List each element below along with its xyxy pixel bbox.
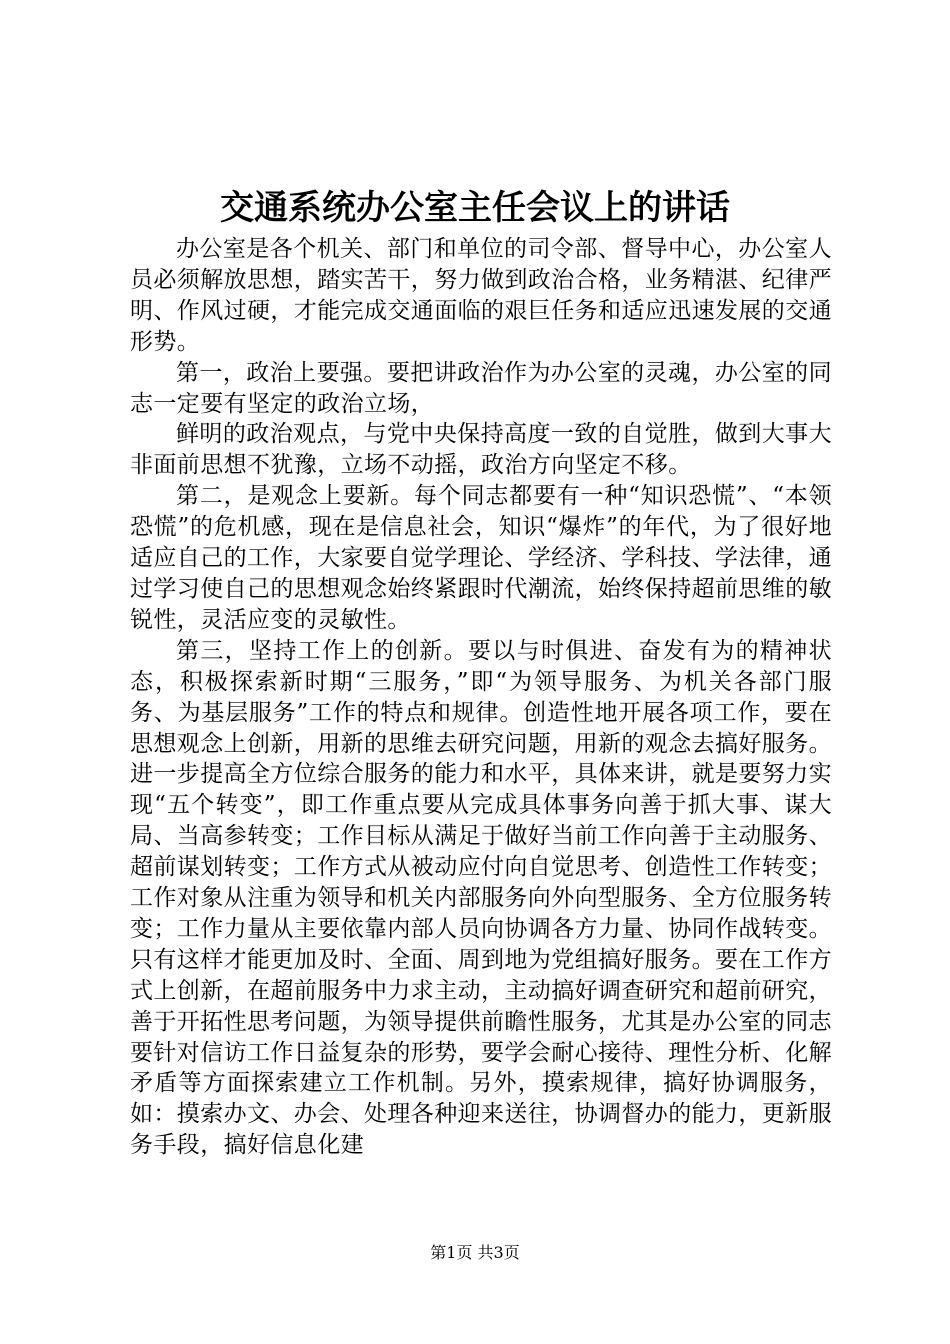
paragraph-point-one-continued: 鲜明的政治观点，与党中央保持高度一致的自觉胜，做到大事大非面前思想不犹豫，立场不动摇，政治方向坚定不移。 <box>130 421 832 479</box>
page-footer: 第1页 共3页 <box>430 1243 520 1262</box>
document-title: 交通系统办公室主任会议上的讲话 <box>220 188 730 228</box>
paragraph-point-two: 第二，是观念上要新。每个同志都要有一种“知识恐慌”、“本领恐慌”的危机感，现在是信息社会，知识“爆炸”的年代，为了很好地适应自己的工作，大家要自觉学理论、学经济、学科技、学法律，通过学习使自己的思想观念始终紧跟时代潮流，始终保持超前思维的敏锐性，灵活应变的灵敏性。 <box>130 483 832 633</box>
paragraph-intro: 办公室是各个机关、部门和单位的司令部、督导中心，办公室人员必须解放思想，踏实苦干，努力做到政治合格，业务精湛、纪律严明、作风过硬，才能完成交通面临的艰巨任务和适应迅速发展的交通形势。 <box>130 236 832 355</box>
paragraph-point-three: 第三，坚持工作上的创新。要以与时俱进、奋发有为的精神状态，积极探索新时期“三服务，”即“为领导服务、为机关各部门服务、为基层服务”工作的特点和规律。创造性地开展各项工作，要在思想观念上创新，用新的思维去研究问题，用新的观念去搞好服务。进一步提高全方位综合服务的能力和水平，具体来讲，就是要努力实现“五个转变”，即工作重点要从完成具体事务向善于抓大事、谋大局、当高参转变；工作目标从满足于做好当前工作向善于主动服务、超前谋划转变；工作方式从被动应付向自觉思考、创造性工作转变；工作对象从注重为领导和机关内部服务向外向型服务、全方位服务转变；工作力量从主要依靠内部人员向协调各方力量、协同作战转变。只有这样才能更加及时、全面、周到地为党组搞好服务。要在工作方式上创新，在超前服务中力求主动，主动搞好调查研究和超前研究，善于开拓性思考问题，为领导提供前瞻性服务，尤其是办公室的同志要针对信访工作日益复杂的形势，要学会耐心接待、理性分析、化解矛盾等方面探索建立工作机制。另外，摸索规律，搞好协调服务，如：摸索办文、办会、处理各种迎来送往，协调督办的能力，更新服务手段，搞好信息化建 <box>130 637 832 1159</box>
document-body <box>130 234 832 1161</box>
paragraph-point-one: 第一，政治上要强。要把讲政治作为办公室的灵魂，办公室的同志一定要有坚定的政治立场， <box>130 359 832 417</box>
